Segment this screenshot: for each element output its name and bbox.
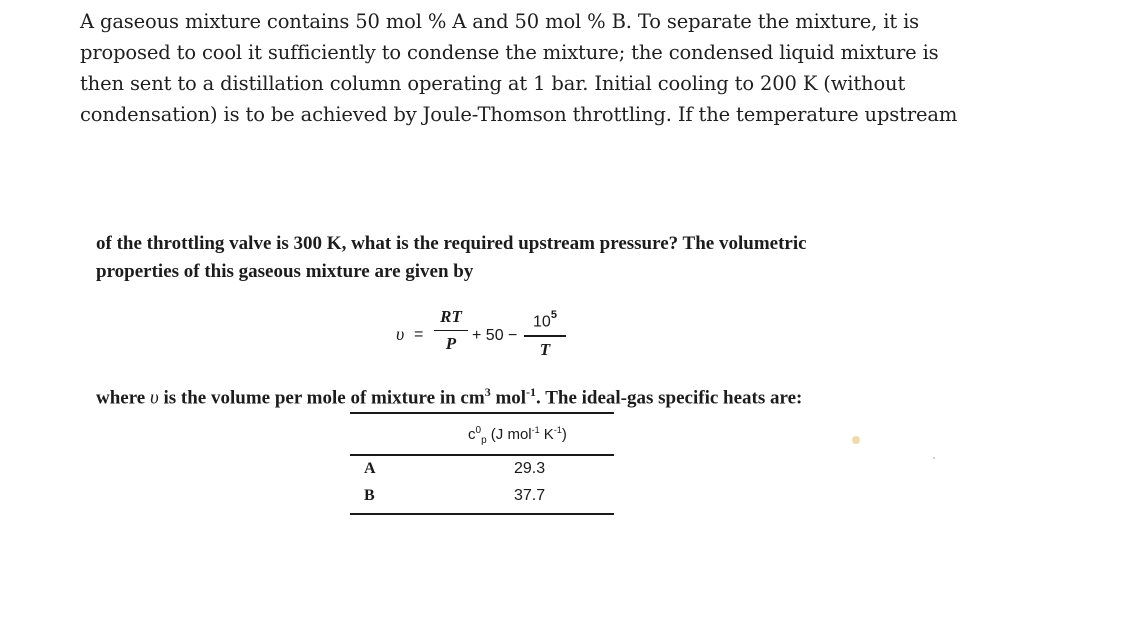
cp-value: 29.3	[514, 460, 546, 477]
fraction-denominator: P	[445, 334, 457, 354]
units-kelvin-exponent: -1	[553, 425, 562, 435]
equation-fraction-rt-over-p	[434, 306, 468, 355]
cp-value: 37.7	[514, 487, 546, 504]
cp-superscript: 0	[475, 425, 482, 436]
paragraph-1-line-4: condensation) is to be achieved by Joule-Thomson throttling. If the temperature upstream	[80, 103, 958, 126]
fraction-numerator	[524, 306, 566, 333]
paragraph-1-line-2: proposed to cool it sufficiently to condense the mixture; the condensed liquid mixture is	[80, 41, 939, 64]
problem-paragraph-2	[96, 230, 976, 286]
equation-lhs-symbol: υ	[396, 324, 405, 344]
fraction-bar	[524, 335, 566, 336]
fraction-numerator: RT	[440, 307, 462, 326]
volume-equation	[396, 306, 616, 368]
units-suffix: )	[561, 426, 567, 443]
equation-middle-term: + 50 −	[472, 327, 518, 344]
numerator-exponent: 5	[550, 309, 557, 321]
equation-fraction-constant-over-t	[524, 306, 566, 361]
paragraph-1-line-3: then sent to a distillation column operating at 1 bar. Initial cooling to 200 K (without	[80, 72, 906, 95]
units-mol-exponent: -1	[531, 425, 540, 435]
mol-unit: mol	[490, 387, 527, 409]
paragraph-2-line-1: of the throttling valve is 300 K, what is the required upstream pressure? The volumetric	[96, 233, 807, 254]
scan-artifact-speck	[933, 457, 935, 459]
numerator-base: 10	[533, 313, 551, 331]
paragraph-2-line-2: properties of this gaseous mixture are given by	[96, 261, 474, 282]
cp-subscript: p	[481, 435, 487, 446]
units-kelvin: K	[539, 426, 554, 443]
fraction-denominator: T	[539, 339, 551, 359]
paragraph-3-middle: is the volume per mole of mixture in cm	[158, 387, 485, 409]
component-name: B	[364, 487, 375, 504]
table-top-rule	[350, 412, 614, 414]
table-row	[350, 460, 614, 484]
fraction-bar	[434, 330, 468, 331]
volume-symbol: υ	[150, 387, 159, 409]
table-header-cp	[468, 425, 567, 446]
table-row	[350, 487, 614, 511]
units-prefix: (J mol	[486, 426, 532, 443]
table-bottom-rule	[350, 513, 614, 515]
paragraph-3-prefix: where	[96, 387, 150, 409]
specific-heat-table	[350, 412, 614, 516]
mol-exponent: -1	[526, 385, 537, 399]
problem-paragraph-3	[96, 378, 802, 412]
problem-paragraph-1	[80, 6, 1000, 130]
paragraph-3-suffix: . The ideal-gas specific heats are:	[536, 387, 803, 409]
cm-exponent: 3	[484, 385, 491, 399]
component-name: A	[364, 460, 376, 477]
cp-units	[487, 426, 567, 443]
scan-artifact-dot	[852, 436, 860, 444]
paragraph-1-line-1: A gaseous mixture contains 50 mol % A and 50 mol % B. To separate the mixture, it is	[80, 10, 920, 33]
cp-symbol: c	[468, 426, 476, 443]
equation-equals-sign: =	[414, 326, 424, 343]
table-header-rule	[350, 454, 614, 456]
